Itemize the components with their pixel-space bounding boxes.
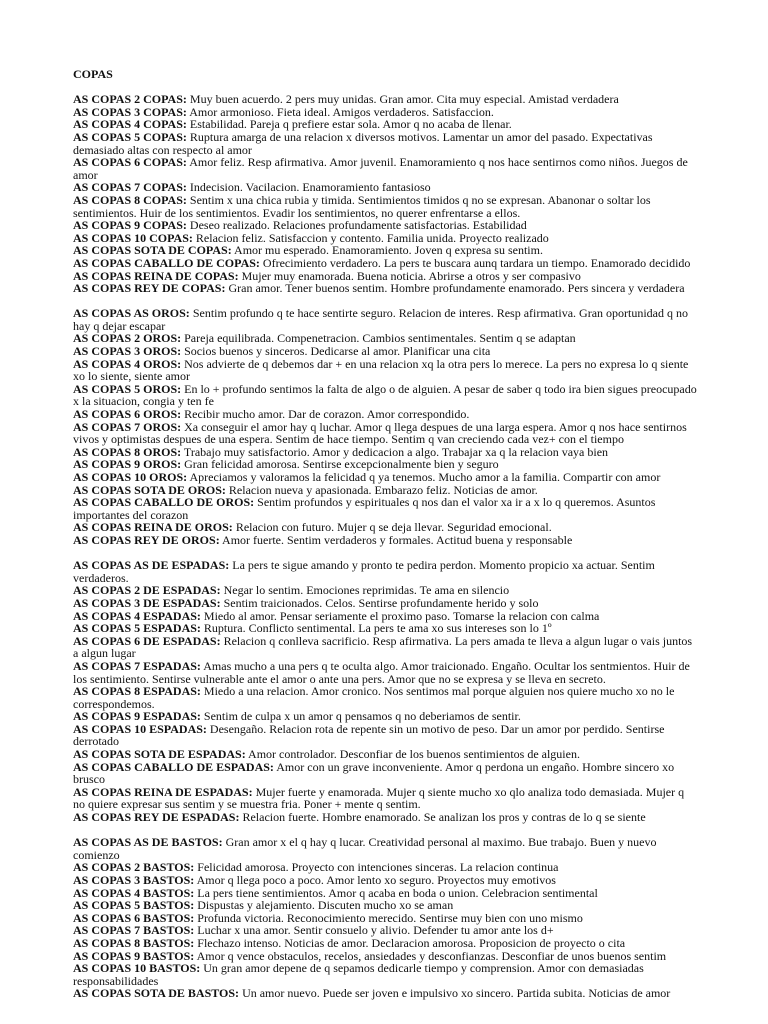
entry-text: Indecision. Vacilacion. Enamoramiento fantasioso: [189, 180, 431, 195]
entry-text: Sentim traicionados. Celos. Sentirse profundamente herido y solo: [223, 595, 539, 610]
entry: [73, 383, 697, 408]
entry-text: Relacion feliz. Satisfaccion y contento. Familia unida. Proyecto realizado: [195, 230, 549, 245]
entry-text: Sentim de culpa x un amor q pensamos q no deberiamos de sentir.: [203, 709, 521, 724]
entry-key: AS COPAS 9 COPAS:: [73, 218, 187, 233]
entry-text: En lo + profundo sentimos la falta de algo o de alguien. A pesar de saber q todo ira bien sigues preocupado x la situacion, congia y ten fe: [73, 381, 697, 409]
entry: [73, 421, 697, 446]
document-title: COPAS: [73, 67, 113, 81]
document-page: [73, 68, 697, 1013]
entry-key: AS COPAS 9 BASTOS:: [73, 948, 195, 963]
entry-key: AS COPAS 6 OROS:: [73, 407, 182, 422]
entry-key: AS COPAS 10 ESPADAS:: [73, 721, 207, 736]
sections-container: [73, 93, 697, 1000]
entry: [73, 685, 697, 710]
entry-key: AS COPAS 2 DE ESPADAS:: [73, 583, 221, 598]
entry: [73, 307, 697, 332]
entry: [73, 156, 697, 181]
section-3: [73, 559, 697, 823]
entry-key: AS COPAS 8 BASTOS:: [73, 935, 195, 950]
entry-key: AS COPAS 4 BASTOS:: [73, 885, 195, 900]
entry: [73, 131, 697, 156]
entry-text: Un amor nuevo. Puede ser joven e impulsivo xo sincero. Partida subita. Noticias de amor: [242, 986, 671, 1001]
entry-text: Ruptura. Conflicto sentimental. La pers te ama xo sus intereses son lo 1º: [203, 621, 552, 636]
section-2: [73, 307, 697, 546]
entry-text: Socios buenos y sinceros. Dedicarse al amor. Planificar una cita: [184, 344, 491, 359]
entry-key: AS COPAS 6 DE ESPADAS:: [73, 633, 221, 648]
entry-text: Miedo a una relacion. Amor cronico. Nos sentimos mal porque alguien nos quiere mucho xo no le correspondemos.: [73, 684, 675, 711]
entry: [73, 660, 697, 685]
entry-text: Relacion nueva y apasionada. Embarazo feliz. Noticias de amor.: [228, 482, 538, 497]
entry-key: AS COPAS 5 COPAS:: [73, 129, 187, 144]
entry-key: AS COPAS AS DE ESPADAS:: [73, 558, 230, 573]
entry-key: AS COPAS 5 BASTOS:: [73, 898, 195, 913]
entry: [73, 559, 697, 584]
entry-key: AS COPAS 9 OROS:: [73, 457, 182, 472]
entry-text: Sentim profundos y espirituales q nos dan el valor xa ir a x lo q queremos. Asuntos importantes del corazon: [73, 495, 656, 522]
entry-text: Dispustas y alejamiento. Discuten mucho xo se aman: [197, 898, 454, 913]
entry-key: AS COPAS SOTA DE COPAS:: [73, 243, 232, 258]
entry-key: AS COPAS CABALLO DE ESPADAS:: [73, 759, 274, 774]
entry-key: AS COPAS 2 BASTOS:: [73, 860, 195, 875]
entry-text: La pers tiene sentimientos. Amor q acaba en boda o union. Celebracion sentimental: [197, 885, 598, 900]
entry-key: AS COPAS AS DE BASTOS:: [73, 835, 223, 850]
entry-key: AS COPAS 6 COPAS:: [73, 155, 187, 170]
entry-key: AS COPAS REINA DE OROS:: [73, 520, 233, 535]
entry: [73, 635, 697, 660]
entry: [73, 786, 697, 811]
entry-key: AS COPAS CABALLO DE COPAS:: [73, 255, 260, 270]
entry: [73, 962, 697, 987]
entry-text: La pers te sigue amando y pronto te pedira perdon. Momento propicio xa actuar. Sentim verdaderos.: [73, 558, 655, 585]
entry-key: AS COPAS 6 BASTOS:: [73, 910, 195, 925]
entry-key: AS COPAS 4 ESPADAS:: [73, 608, 201, 623]
entry-text: Mujer fuerte y enamorada. Mujer q siente mucho xo qlo analiza todo demasiada. Mujer q no quiere expresar sus sentim y se muestra fria. Poner + mente q sentim.: [73, 784, 685, 812]
entry-text: Nos advierte de q debemos dar + en una relacion xq la otra pers lo merece. La pers no expresa lo q siente xo lo siente, siente amor: [73, 356, 689, 384]
entry: [73, 811, 697, 824]
entry-text: Trabajo muy satisfactorio. Amor y dedicacion a algo. Trabajar xa q la relacion vaya bien: [183, 444, 609, 459]
entry: [73, 836, 697, 861]
entry-text: Relacion fuerte. Hombre enamorado. Se analizan los pros y contras de lo q se siente: [242, 810, 646, 825]
entry-key: AS COPAS 10 COPAS:: [73, 230, 193, 245]
entry-text: Un gran amor depene de q sepamos dedicarle tiempo y comprension. Amor con demasiadas responsabilidades: [73, 961, 644, 988]
entry-text: Ruptura amarga de una relacion x diversos motivos. Lamentar un amor del pasado. Expectativas demasiado altas con respecto al amor: [73, 129, 653, 157]
entry-key: AS COPAS 2 OROS:: [73, 331, 182, 346]
entry-key: AS COPAS 2 COPAS:: [73, 92, 187, 107]
entry-key: AS COPAS 3 DE ESPADAS:: [73, 595, 221, 610]
entry-text: Luchar x una amor. Sentir consuelo y alivio. Defender tu amor ante los d+: [197, 923, 554, 938]
entry-text: Muy buen acuerdo. 2 pers muy unidas. Gran amor. Cita muy especial. Amistad verdadera: [189, 92, 619, 107]
entry: [73, 534, 697, 547]
entry-key: AS COPAS 5 ESPADAS:: [73, 621, 201, 636]
entry-text: Relacion q conlleva sacrificio. Resp afirmativa. La pers amada te lleva a algun lugar o vais juntos a algun lugar: [73, 633, 693, 661]
section-4: [73, 836, 697, 1000]
entry-key: AS COPAS REINA DE ESPADAS:: [73, 784, 253, 799]
entry: [73, 194, 697, 219]
entry-key: AS COPAS CABALLO DE OROS:: [73, 495, 255, 510]
entry: [73, 761, 697, 786]
entry-text: Felicidad amorosa. Proyecto con intenciones sinceras. La relacion continua: [197, 860, 559, 875]
entry-text: Amas mucho a una pers q te oculta algo. Amor traicionado. Engaño. Ocultar los sentmientos. Huir de los sentimiento. Sentirse vulnerable ante el amor o ante una pers. Amor que no se expresa y se lleva en secreto.: [73, 658, 690, 686]
entry-text: Negar lo sentim. Emociones reprimidas. Te ama en silencio: [223, 583, 510, 598]
entry-key: AS COPAS 4 COPAS:: [73, 117, 187, 132]
entry-text: Gran felicidad amorosa. Sentirse excepcionalmente bien y seguro: [184, 457, 499, 472]
entry: [73, 987, 697, 1000]
entry-text: Ofrecimiento verdadero. La pers te buscara aunq tardara un tiempo. Enamorado decidido: [262, 255, 691, 270]
entry-key: AS COPAS 3 COPAS:: [73, 104, 187, 119]
entry-text: Recibir mucho amor. Dar de corazon. Amor correspondido.: [184, 407, 470, 422]
entry: [73, 358, 697, 383]
section-1: [73, 93, 697, 295]
entry-key: AS COPAS 4 OROS:: [73, 356, 182, 371]
entry-text: Amor armonioso. Fieta ideal. Amigos verdaderos. Satisfaccion.: [189, 104, 494, 119]
entry-text: Amor mu esperado. Enamoramiento. Joven q expresa su sentim.: [234, 243, 543, 258]
entry-key: AS COPAS 10 OROS:: [73, 470, 188, 484]
entry-text: Sentim profundo q te hace sentirte seguro. Relacion de interes. Resp afirmativa. Gran oportunidad q no hay q dejar escapar: [73, 306, 689, 333]
entry-text: Xa conseguir el amor hay q luchar. Amor q llega despues de una larga espera. Amor q nos hace sentirnos vivos y optimistas despues de una espera. Sentim de hace tiempo. Sentim q van creciendo cada vez+ con el tiempo: [73, 419, 687, 447]
entry-text: Profunda victoria. Reconocimiento merecido. Sentirse muy bien con uno mismo: [197, 910, 583, 925]
entry-key: AS COPAS REY DE ESPADAS:: [73, 810, 240, 825]
entry-key: AS COPAS 10 BASTOS:: [73, 961, 201, 976]
entry-key: AS COPAS REY DE COPAS:: [73, 281, 226, 296]
entry-key: AS COPAS 8 COPAS:: [73, 192, 187, 207]
entry-text: Gran amor. Tener buenos sentim. Hombre profundamente enamorado. Pers sincera y verdadera: [228, 281, 685, 296]
entry-text: Estabilidad. Pareja q prefiere estar sola. Amor q no acaba de llenar.: [189, 117, 512, 132]
entry-key: AS COPAS REY DE OROS:: [73, 532, 220, 547]
entry-text: Pareja equilibrada. Compenetracion. Cambios sentimentales. Sentim q se adaptan: [184, 331, 576, 346]
entry-key: AS COPAS SOTA DE ESPADAS:: [73, 747, 246, 762]
entry-key: AS COPAS 7 BASTOS:: [73, 923, 195, 938]
entry-text: Gran amor x el q hay q lucar. Creatividad personal al maximo. Bue trabajo. Buen y nuevo comienzo: [73, 835, 657, 862]
entry: [73, 496, 697, 521]
entry-key: AS COPAS 7 ESPADAS:: [73, 658, 201, 673]
entry-text: Amor feliz. Resp afirmativa. Amor juvenil. Enamoramiento q nos hace sentirnos como niños. Juegos de amor: [73, 155, 688, 182]
entry-text: Desengaño. Relacion rota de repente sin un motivo de peso. Dar un amor por perdido. Sentirse derrotado: [73, 721, 665, 749]
entry: [73, 282, 697, 295]
entry-text: Amor con un grave inconveniente. Amor q perdona un engaño. Hombre sincero xo brusco: [73, 759, 675, 787]
entry-key: AS COPAS 7 COPAS:: [73, 180, 187, 195]
entry-text: Mujer muy enamorada. Buena noticia. Abrirse a otros y ser compasivo: [241, 268, 581, 283]
entry-text: Miedo al amor. Pensar seriamente el proximo paso. Tomarse la relacion con calma: [203, 608, 600, 623]
entry-key: AS COPAS REINA DE COPAS:: [73, 268, 239, 283]
entry: [73, 723, 697, 748]
entry-key: AS COPAS 9 ESPADAS:: [73, 709, 201, 724]
entry-key: AS COPAS AS OROS:: [73, 306, 190, 321]
entry-key: AS COPAS SOTA DE BASTOS:: [73, 986, 240, 1001]
entry-key: AS COPAS 5 OROS:: [73, 381, 182, 396]
entry-text: Apreciamos y valoramos la felicidad q ya tenemos. Mucho amor a la familia. Compartir con amor: [189, 470, 661, 484]
entry-text: Sentim x una chica rubia y timida. Sentimientos timidos q no se expresan. Abanonar o soltar los sentimientos. Huir de los sentimientos. Evadir los sentimientos, no querer enfrentarse a ellos.: [73, 192, 651, 220]
entry-key: AS COPAS 3 BASTOS:: [73, 873, 195, 887]
entry-text: Amor fuerte. Sentim verdaderos y formales. Actitud buena y responsable: [222, 532, 573, 547]
entry-text: Deseo realizado. Relaciones profundamente satisfactorias. Estabilidad: [189, 218, 527, 233]
entry-key: AS COPAS 3 OROS:: [73, 344, 182, 359]
entry-key: AS COPAS 8 OROS:: [73, 444, 182, 459]
entry-text: Amor controlador. Desconfiar de los buenos sentimientos de alguien.: [248, 747, 580, 762]
entry-text: Amor q llega poco a poco. Amor lento xo seguro. Proyectos muy emotivos: [196, 873, 556, 887]
entry-key: AS COPAS SOTA DE OROS:: [73, 482, 226, 497]
entry-text: Relacion con futuro. Mujer q se deja llevar. Seguridad emocional.: [235, 520, 552, 535]
entry-key: AS COPAS 8 ESPADAS:: [73, 684, 201, 699]
entry-key: AS COPAS 7 OROS:: [73, 419, 182, 434]
entry-text: Flechazo intenso. Noticias de amor. Declaracion amorosa. Proposicion de proyecto o cita: [197, 935, 626, 950]
entry-text: Amor q vence obstaculos, recelos, ansiedades y desconfianzas. Desconfiar de unos buenos sentim: [196, 948, 667, 963]
